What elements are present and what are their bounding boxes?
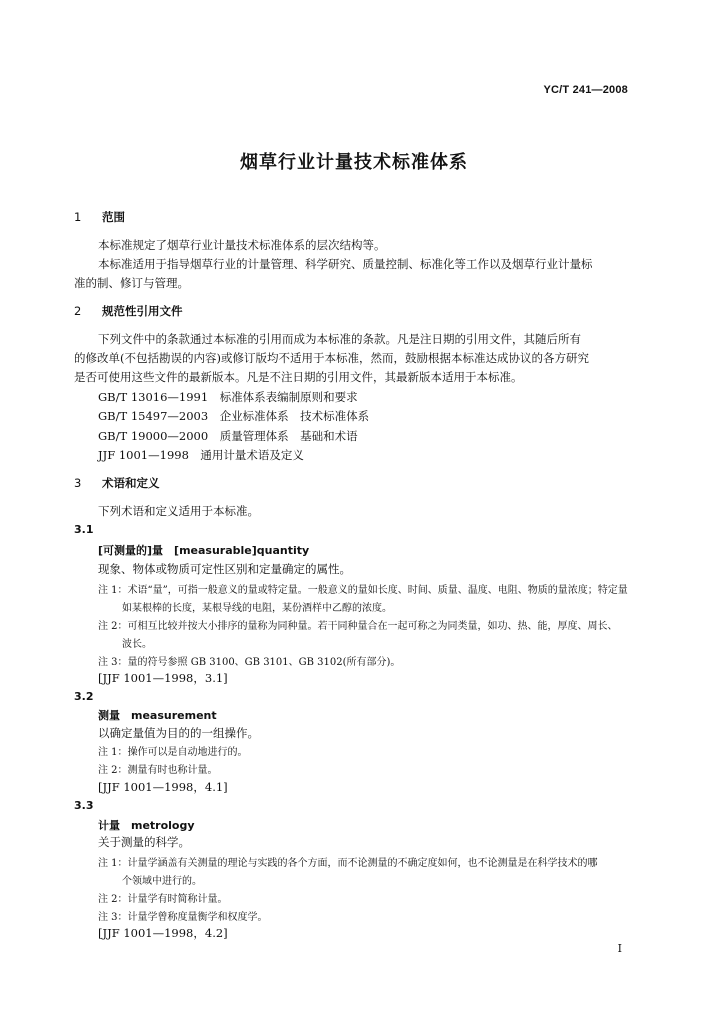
term-3-1-source: [JJF 1001—1998，3.1]: [98, 671, 228, 685]
term-3-1-note-1-line-1: 注 1：术语“量”，可指一般意义的量或特定量。一般意义的量如长度、时间、质量、温度、电阻、物质的量浓度；特定量: [98, 585, 628, 596]
term-3-1-title: [可测量的]量 [measurable]quantity: [98, 544, 310, 557]
term-3-1-note-3: 注 3：量的符号参照 GB 3100、GB 3101、GB 3102(所有部分)。: [98, 657, 401, 668]
term-3-1-definition: 现象、物体或物质可定性区别和定量确定的属性。: [98, 562, 351, 576]
section-1-heading: [74, 209, 125, 225]
page-number: I: [617, 942, 622, 955]
term-3-3-source: [JJF 1001—1998，4.2]: [98, 926, 228, 940]
term-3-2-title: 测量 measurement: [98, 709, 217, 722]
standard-number: YC/T 241—2008: [543, 84, 628, 96]
term-3-1-note-2-line-2: 波长。: [122, 639, 152, 650]
term-3-2-source: [JJF 1001—1998，4.1]: [98, 780, 228, 794]
term-3-1-note-2-line-1: 注 2：可相互比较并按大小排序的量称为同种量。若干同种量合在一起可称之为同类量，如功、热、能，厚度、周长、: [98, 621, 618, 632]
section-2-paragraph-line-3: 是否可使用这些文件的最新版本。凡是不注日期的引用文件，其最新版本适用于本标准。: [74, 370, 523, 384]
term-3-3-note-1-line-1: 注 1：计量学涵盖有关测量的理论与实践的各个方面，而不论测量的不确定度如何，也不论测量是在科学技术的哪: [98, 858, 598, 869]
section-1-paragraph-2-line-2: 准的制、修订与管理。: [74, 276, 189, 290]
section-1-title: 范围: [102, 210, 125, 224]
section-1-number: 1: [74, 210, 82, 224]
section-3-heading: [74, 475, 160, 491]
term-3-1-note-1-line-2: 如某根棒的长度，某根导线的电阻，某份酒样中乙醇的浓度。: [122, 603, 392, 614]
section-2-number: 2: [74, 304, 82, 318]
reference-item: GB/T 19000—2000 质量管理体系 基础和术语: [98, 429, 358, 443]
section-3-number: 3: [74, 476, 82, 490]
term-3-2-note-2: 注 2：测量有时也称计量。: [98, 765, 218, 776]
reference-item: GB/T 13016—1991 标准体系表编制原则和要求: [98, 390, 358, 404]
reference-item: JJF 1001—1998 通用计量术语及定义: [98, 448, 304, 462]
section-1-paragraph-2-line-1: 本标准适用于指导烟草行业的计量管理、科学研究、质量控制、标准化等工作以及烟草行业计量标: [98, 257, 593, 271]
reference-item: GB/T 15497—2003 企业标准体系 技术标准体系: [98, 409, 370, 423]
section-2-paragraph-line-2: 的修改单(不包括勘误的内容)或修订版均不适用于本标准，然而，鼓励根据本标准达成协议的各方研究: [74, 351, 589, 365]
section-2-paragraph-line-1: 下列文件中的条款通过本标准的引用而成为本标准的条款。凡是注日期的引用文件，其随后所有: [98, 332, 581, 346]
section-3-title: 术语和定义: [102, 476, 160, 490]
term-3-3-title: 计量 metrology: [98, 819, 195, 832]
term-3-3-note-3: 注 3：计量学曾称度量衡学和权度学。: [98, 912, 268, 923]
term-3-2-note-1: 注 1：操作可以是自动地进行的。: [98, 747, 248, 758]
section-2-title: 规范性引用文件: [102, 304, 183, 318]
term-3-3-note-2: 注 2：计量学有时简称计量。: [98, 894, 228, 905]
document-title: 烟草行业计量技术标准体系: [240, 152, 468, 173]
term-3-2-definition: 以确定量值为目的的一组操作。: [98, 726, 259, 740]
term-3-2-number: 3.2: [74, 690, 94, 703]
term-3-1-number: 3.1: [74, 523, 94, 536]
section-3-intro: 下列术语和定义适用于本标准。: [98, 504, 259, 518]
section-2-heading: [74, 303, 183, 319]
term-3-3-number: 3.3: [74, 799, 94, 812]
term-3-3-note-1-line-2: 个领域中进行的。: [122, 876, 202, 887]
section-1-paragraph-1: 本标准规定了烟草行业计量技术标准体系的层次结构等。: [98, 238, 386, 252]
term-3-3-definition: 关于测量的科学。: [98, 835, 190, 849]
